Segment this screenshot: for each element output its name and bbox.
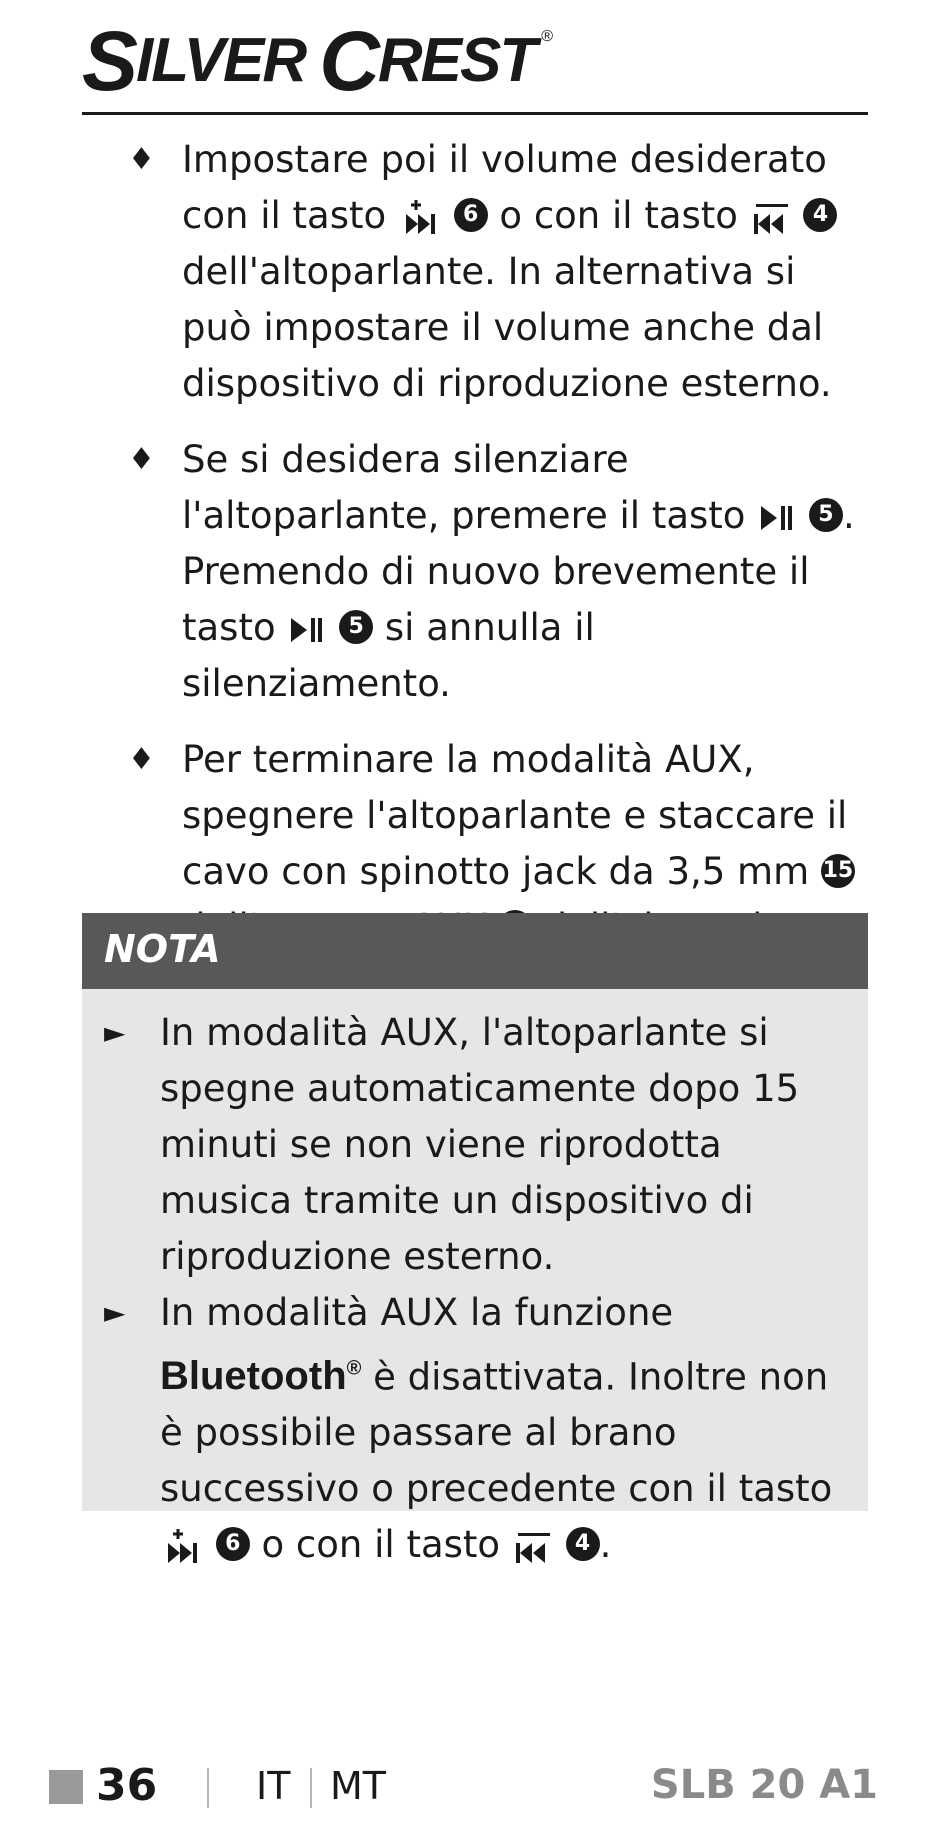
instruction-end-aux: ♦ Per terminare la modalità AUX, spegnere l'altoparlante e staccare il cavo con spinotto jack da 3,5 mm 15 xyxy=(128,732,868,956)
triangle-right-icon: ► xyxy=(104,1296,126,1329)
play-pause-icon xyxy=(287,612,327,648)
footer-divider xyxy=(310,1768,312,1808)
note-item-bluetooth: ► In modalità AUX la funzione Bluetooth® è disattivata. Inoltre non è possibile passare al brano successivo o precedente con il tasto 6 o con il tasto 4 . xyxy=(104,1285,844,1573)
footer-divider xyxy=(207,1768,209,1808)
play-pause-icon xyxy=(757,500,797,536)
next-track-plus-icon xyxy=(398,198,442,238)
ref-number: 6 xyxy=(454,198,488,232)
note-title: NOTA xyxy=(104,927,221,971)
footer-square xyxy=(49,1770,83,1804)
bluetooth-label: Bluetooth® xyxy=(160,1354,362,1399)
ref-number: 6 xyxy=(216,1527,250,1561)
note-item-auto-off: ► In modalità AUX, l'altoparlante si spegne automaticamente dopo 15 minuti se non viene riprodotta musica tramite un dispositivo di riproduzione esterno. xyxy=(104,1005,844,1285)
model-number: SLB 20 A1 xyxy=(650,1762,878,1808)
diamond-icon: ♦ xyxy=(128,442,155,477)
silvercrest-logo: S ILVER C REST ® xyxy=(82,14,554,108)
ref-number: 4 xyxy=(566,1527,600,1561)
language-it: IT xyxy=(256,1764,291,1808)
next-track-plus-icon xyxy=(160,1527,204,1567)
ref-number: 4 xyxy=(803,198,837,232)
page-number: 36 xyxy=(96,1760,158,1811)
language-mt: MT xyxy=(330,1764,386,1808)
page-footer xyxy=(0,1760,950,1820)
diamond-icon: ♦ xyxy=(128,742,155,777)
ref-number: 5 xyxy=(339,610,373,644)
triangle-right-icon: ► xyxy=(104,1016,126,1049)
ref-number: 5 xyxy=(809,498,843,532)
note-header xyxy=(82,913,868,989)
header-rule xyxy=(82,112,868,115)
diamond-icon: ♦ xyxy=(128,142,155,177)
note-box xyxy=(82,989,868,1567)
ref-number: 15 xyxy=(821,854,855,888)
instruction-volume: ♦ Impostare poi il volume desiderato con il tasto 6 o con il tasto 4 dell'altoparlante. In alternativa si può impostare il volume anche dal dispositivo di riproduzione esterno. xyxy=(128,132,868,412)
prev-track-minus-icon xyxy=(750,198,792,238)
instruction-list xyxy=(128,132,868,976)
instruction-mute: ♦ Se si desidera silenziare l'altoparlante, premere il tasto 5 . Premendo di nuovo brevemente il tasto 5 si annulla il silenziamento. xyxy=(128,432,868,712)
note-list xyxy=(104,1005,844,1573)
registered-mark: ® xyxy=(541,28,554,45)
prev-track-minus-icon xyxy=(512,1527,554,1567)
